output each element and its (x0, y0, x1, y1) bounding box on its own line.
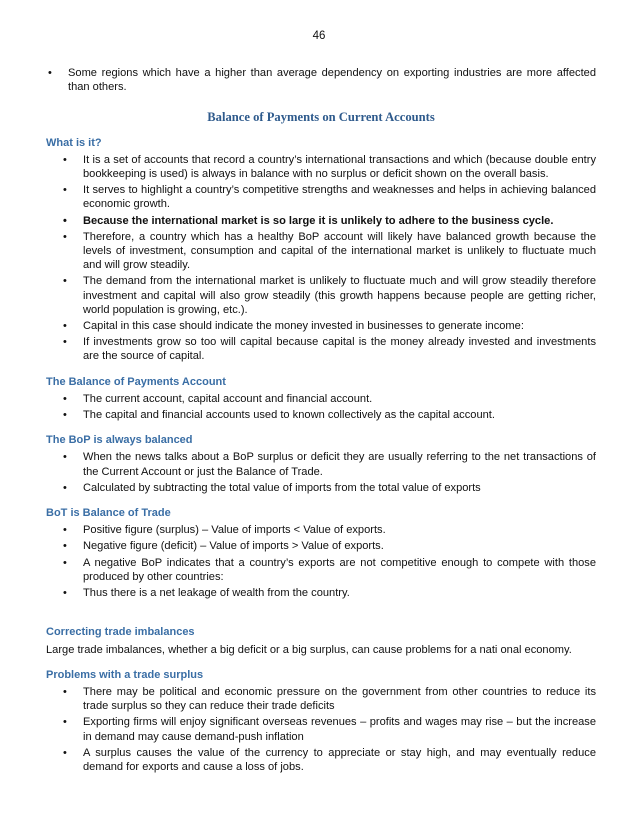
list-item: • It serves to highlight a country’s competitive strengths and weaknesses and helps in achieving balanced economic growth. (46, 183, 596, 211)
heading-bop-balanced: The BoP is always balanced (46, 434, 193, 447)
section-surplus-problems (46, 668, 596, 774)
heading-bop-account: The Balance of Payments Account (46, 375, 226, 388)
bullet-list (46, 685, 596, 774)
list-item: • It is a set of accounts that record a country’s international transactions and which (because double entry bookkeeping is used) is always in balance with no surplus or deficit shown on the overall basis. (46, 153, 596, 181)
bullet-list (46, 153, 596, 364)
section-title: Balance of Payments on Current Accounts (207, 110, 435, 125)
list-item: • The demand from the international market is unlikely to fluctuate much and will grow steadily therefore investment and capital will also grow steadily (this growth happens because people are getting richer, world population is growing, etc.). (46, 274, 596, 317)
heading-correcting: Correcting trade imbalances (46, 626, 195, 639)
section-what-is-it (46, 136, 596, 364)
page-number: 46 (312, 30, 326, 42)
heading-surplus-problems: Problems with a trade surplus (46, 668, 204, 681)
heading-bot: BoT is Balance of Trade (46, 507, 171, 520)
list-item: • Thus there is a net leakage of wealth from the country. (46, 586, 596, 600)
list-item: • There may be political and economic pressure on the government from other countries to reduce its trade surplus so they can reduce their trade deficits (46, 685, 596, 713)
list-item: • Positive figure (surplus) – Value of imports < Value of exports. (46, 523, 596, 537)
section-bop-account (46, 375, 596, 423)
bullet-list (46, 392, 596, 422)
list-item: • Because the international market is so large it is unlikely to adhere to the business cycle. (46, 214, 596, 228)
list-item: • A surplus causes the value of the currency to appreciate or stay high, and may eventually reduce demand for exports and cause a loss of jobs. (46, 746, 596, 774)
page-content (46, 66, 596, 785)
list-item: • When the news talks about a BoP surplus or deficit they are usually referring to the net transactions of the Current Account or just the Balance of Trade. (46, 450, 596, 478)
section-bop-balanced (46, 433, 596, 495)
list-item: • The capital and financial accounts used to known collectively as the capital account. (46, 408, 596, 422)
paragraph: Large trade imbalances, whether a big deficit or a big surplus, can cause problems for a nati onal economy. (46, 643, 572, 656)
list-item: • A negative BoP indicates that a country’s exports are not competitive enough to compete with those produced by other countries: (46, 556, 596, 584)
list-item: • If investments grow so too will capital because capital is the money already invested and investments are the source of capital. (46, 335, 596, 363)
list-item: • Capital in this case should indicate the money invested in businesses to generate income: (46, 319, 596, 333)
list-item: • Negative figure (deficit) – Value of imports > Value of exports. (46, 539, 596, 553)
intro-bullet-list (46, 66, 596, 94)
bullet-list (46, 450, 596, 495)
list-item: • Some regions which have a higher than average dependency on exporting industries are more affected than others. (46, 66, 596, 94)
list-item: • Therefore, a country which has a healthy BoP account will likely have balanced growth because the levels of investment, consumption and capital of the international market is unlikely to fluctuate much and will grow steadily. (46, 230, 596, 273)
spacer (46, 611, 596, 625)
section-correcting (46, 625, 596, 656)
heading-what-is-it: What is it? (46, 136, 102, 149)
list-item: • The current account, capital account and financial account. (46, 392, 596, 406)
list-item: • Calculated by subtracting the total value of imports from the total value of exports (46, 481, 596, 495)
bullet-list (46, 523, 596, 600)
section-bot (46, 506, 596, 600)
list-item: • Exporting firms will enjoy significant overseas revenues – profits and wages may rise – but the increase in demand may cause demand-push inflation (46, 715, 596, 743)
